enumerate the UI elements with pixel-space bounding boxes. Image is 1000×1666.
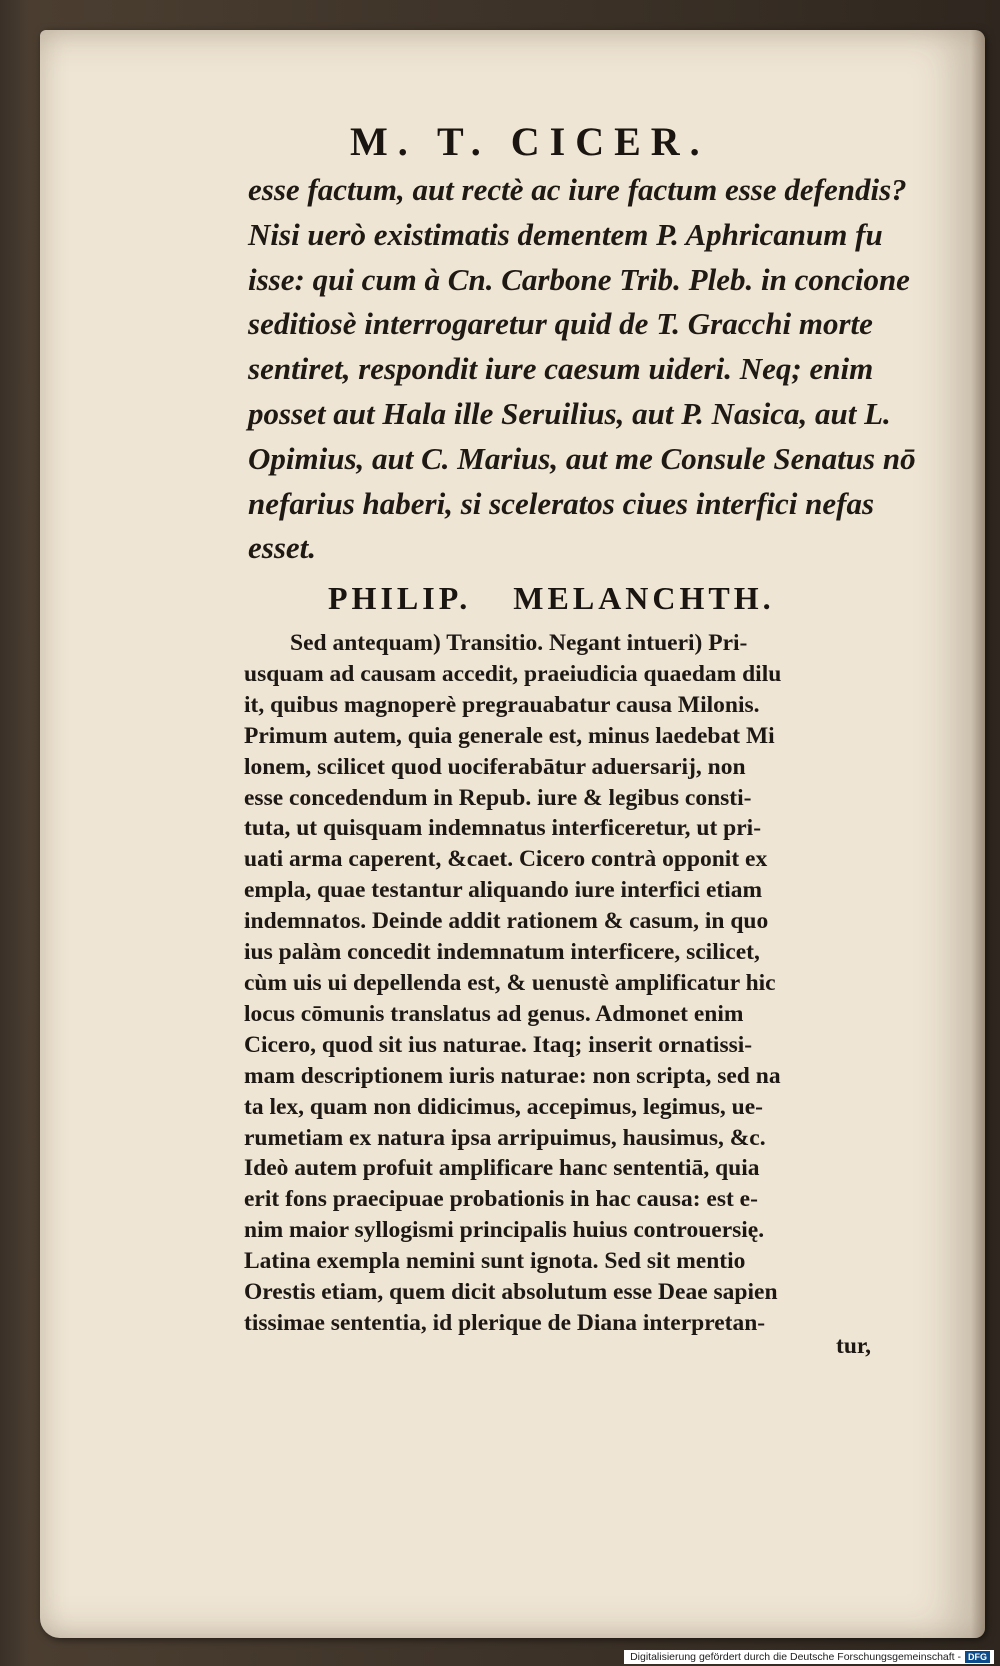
text-line: Orestis etiam, quem dicit absolutum esse Deae sapien bbox=[244, 1279, 778, 1306]
text-line: usquam ad causam accedit, praeiudicia quaedam dilu bbox=[244, 660, 782, 687]
text-line: nim maior syllogismi principalis huius controuersię. bbox=[244, 1217, 765, 1244]
text-line: it, quibus magnoperè pregrauabatur causa Milonis. bbox=[244, 691, 760, 718]
text-line: esse concedendum in Repub. iure & legibus consti- bbox=[244, 784, 752, 811]
text-line: Cicero, quod sit ius naturae. Itaq; inserit ornatissi- bbox=[244, 1031, 753, 1058]
text-line: lonem, scilicet quod uociferabātur aduersarij, non bbox=[244, 753, 746, 780]
text-line: mam descriptionem iuris naturae: non scripta, sed na bbox=[244, 1062, 781, 1089]
text-line: tissimae sententia, id plerique de Diana interpretan- bbox=[244, 1309, 766, 1336]
text-line: sentiret, respondit iure caesum uideri. Neq; enim bbox=[248, 351, 874, 387]
text-line: tuta, ut quisquam indemnatus interficeretur, ut pri- bbox=[244, 815, 762, 842]
cicero-text-block bbox=[248, 168, 948, 571]
text-line: Primum autem, quia generale est, minus laedebat Mi bbox=[244, 722, 775, 749]
digitization-credit bbox=[624, 1650, 994, 1664]
page-edge-shadow bbox=[971, 30, 985, 1638]
text-line: cùm uis ui depellenda est, & uenustè amplificatur hic bbox=[244, 969, 776, 996]
text-line: locus cōmunis translatus ad genus. Admonet enim bbox=[244, 1000, 744, 1027]
text-line: Latina exempla nemini sunt ignota. Sed sit mentio bbox=[244, 1248, 746, 1275]
text-line: rumetiam ex natura ipsa arripuimus, hausimus, &c. bbox=[244, 1124, 766, 1151]
text-line: nefarius haberi, si sceleratos ciues interfici nefas bbox=[248, 485, 875, 521]
catchword: tur, bbox=[836, 1333, 872, 1359]
text-line: indemnatos. Deinde addit rationem & casum, in quo bbox=[244, 908, 769, 935]
commentary-text-block bbox=[244, 628, 944, 1339]
text-line: ta lex, quam non didicimus, accepimus, legimus, ue- bbox=[244, 1093, 763, 1120]
credit-text: Digitalisierung gefördert durch die Deutsche Forschungsgemeinschaft - bbox=[630, 1651, 961, 1663]
text-line: erit fons praecipuae probationis in hac causa: est e- bbox=[244, 1186, 758, 1213]
text-line: isse: qui cum à Cn. Carbone Trib. Pleb. in concione bbox=[248, 261, 910, 297]
text-line: uati arma caperent, &caet. Cicero contrà opponit ex bbox=[244, 846, 768, 873]
text-line: empla, quae testantur aliquando iure interfici etiam bbox=[244, 877, 763, 904]
text-line: esset. bbox=[248, 530, 317, 566]
dfg-logo: DFG bbox=[965, 1651, 990, 1663]
text-line: seditiosè interrogaretur quid de T. Gracchi morte bbox=[248, 306, 873, 342]
text-line: Sed antequam) Transitio. Negant intueri) Pri- bbox=[290, 630, 748, 656]
section-heading: PHILIP. MELANCHTH. bbox=[328, 580, 775, 616]
text-line: ius palàm concedit indemnatum interficere, scilicet, bbox=[244, 939, 760, 966]
text-line: Nisi uerò existimatis dementem P. Aphricanum fu bbox=[248, 216, 883, 252]
running-header: M. T. CICER. bbox=[350, 119, 710, 164]
text-line: esse factum, aut rectè ac iure factum esse defendis? bbox=[248, 172, 907, 207]
text-line: Ideò autem profuit amplificare hanc sententiā, quia bbox=[244, 1155, 760, 1182]
text-line: Opimius, aut C. Marius, aut me Consule Senatus nō bbox=[248, 440, 916, 476]
text-line: posset aut Hala ille Seruilius, aut P. Nasica, aut L. bbox=[248, 395, 891, 431]
